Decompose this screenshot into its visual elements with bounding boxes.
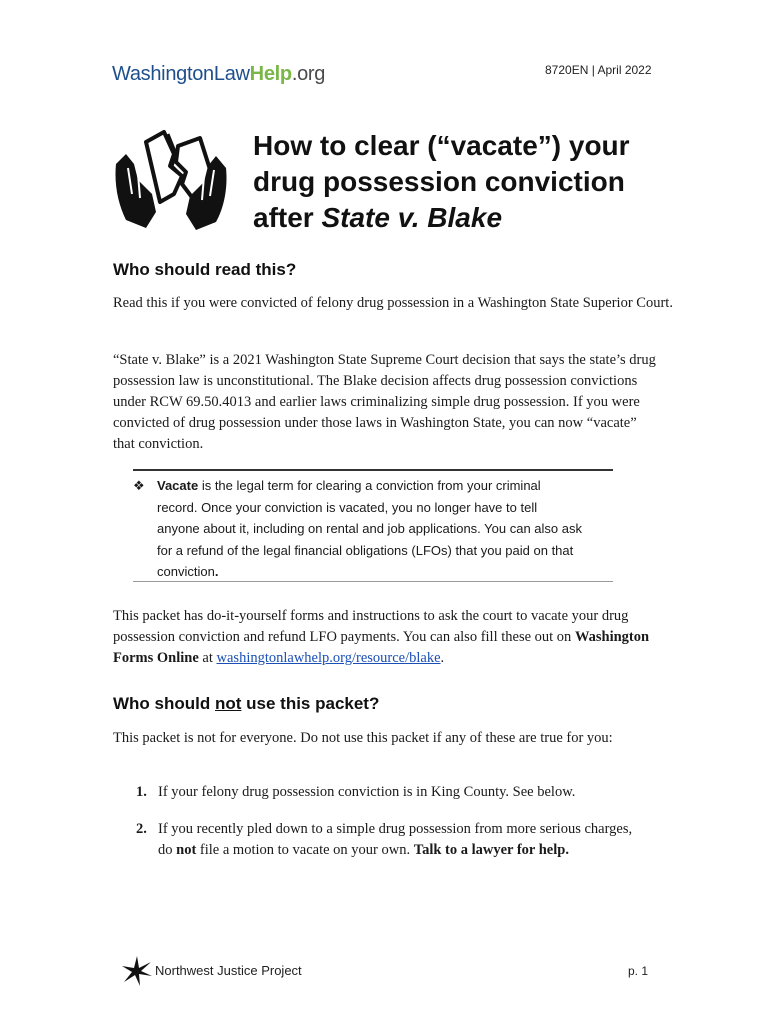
callout-line-5-text: conviction <box>157 564 215 579</box>
list-number: 2. <box>136 821 147 837</box>
packet-text-2: at <box>198 650 217 666</box>
callout-line-4: for a refund of the legal financial obligations (LFOs) that you paid on that <box>157 542 574 558</box>
packet-text-1: This packet has do-it-yourself forms and instructions to ask the court to vacate your drug possession conviction and refund LFO payments. You can also fill these out on <box>113 608 629 645</box>
list-item <box>136 819 656 861</box>
paragraph-read-this: Read this if you were convicted of felony drug possession in a Washington State Superior Court. <box>113 295 673 311</box>
paragraph-not-for-everyone: This packet is not for everyone. Do not use this packet if any of these are true for you: <box>113 730 613 746</box>
packet-text-3: . <box>440 650 445 666</box>
packet-forms-online: Washington Forms Online <box>113 629 650 666</box>
callout-line-5 <box>133 561 603 583</box>
hands-tearing-paper-icon <box>112 124 230 232</box>
heading-prefix: Who should <box>113 694 215 713</box>
list-item-text-a: If you recently pled down to a simple drug possession from more serious charges, do <box>158 821 633 858</box>
title-line-2: drug possession conviction <box>253 166 625 197</box>
blake-resource-link[interactable]: washingtonlawhelp.org/resource/blake <box>216 650 441 666</box>
heading-suffix: use this packet? <box>241 694 380 713</box>
list-item-text-b: file a motion to vacate on your own. <box>196 842 414 858</box>
document-id: 8720EN | April 2022 <box>545 63 652 77</box>
list-item-text: If your felony drug possession conviction is in King County. See below. <box>158 784 576 800</box>
diamond-bullet-icon: ❖ <box>133 478 145 493</box>
callout-line-5-end: . <box>214 564 219 579</box>
title-case-name: State v. Blake <box>321 202 503 233</box>
logo-law: Law <box>213 63 250 85</box>
section-heading-who-should-not-use <box>113 694 379 714</box>
title-line-1: How to clear (“vacate”) your <box>253 130 630 161</box>
paragraph-blake-decision: “State v. Blake” is a 2021 Washington State Supreme Court decision that says the state’s drug possession law is unconstitutional. The Blake decision affects drug possession convictions under RCW 69.50.4013 and earlier laws criminalizing simple drug possession. If you were convicted of drug possession under those laws in Washington State, you can now “vacate” that conviction. <box>113 352 656 452</box>
list-item-bold-lawyer: Talk to a lawyer for help. <box>413 842 569 858</box>
washingtonlawhelp-logo[interactable] <box>112 63 325 86</box>
list-item <box>136 782 656 803</box>
list-item-text <box>158 819 638 861</box>
vacate-definition-callout <box>133 469 613 582</box>
title-line-3-prefix: after <box>253 202 322 233</box>
page-number: p. 1 <box>628 964 649 978</box>
section-heading-who-should-read: Who should read this? <box>113 260 297 279</box>
list-item-bold-not: not <box>176 842 197 858</box>
logo-org: .org <box>291 63 326 85</box>
logo-washington: Washington <box>112 63 214 85</box>
callout-line-2: record. Once your conviction is vacated, you no longer have to tell <box>157 499 538 515</box>
callout-term: Vacate <box>157 478 199 493</box>
logo-help: Help <box>249 63 292 85</box>
callout-line-3: anyone about it, including on rental and job applications. You can also ask <box>157 521 582 536</box>
paragraph-packet-description <box>113 606 661 669</box>
page-title <box>253 128 723 236</box>
footer-org-name: Northwest Justice Project <box>155 963 302 978</box>
callout-line-1: is the legal term for clearing a conviction from your criminal <box>198 478 541 493</box>
heading-not: not <box>214 694 242 713</box>
list-number: 1. <box>136 784 147 800</box>
northwest-justice-project-logo-icon <box>120 954 154 988</box>
